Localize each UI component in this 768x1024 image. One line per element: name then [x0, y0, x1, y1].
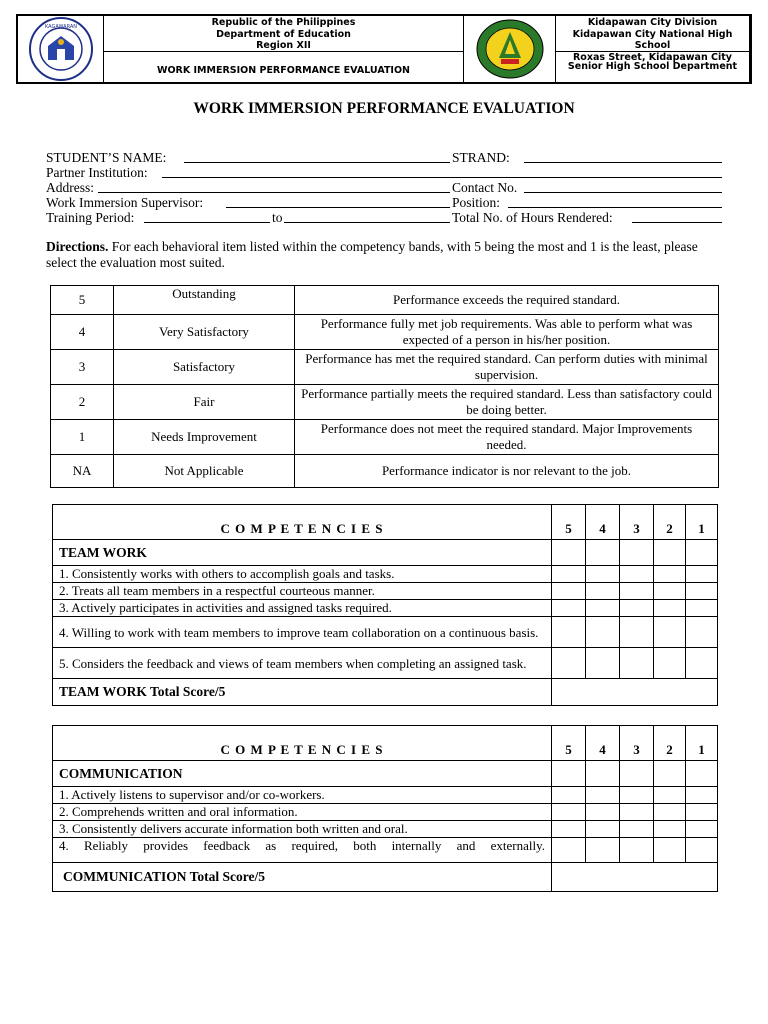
- score-col-2: 2: [654, 726, 686, 761]
- deped-seal-logo: [18, 16, 104, 82]
- score-cell[interactable]: [620, 600, 654, 617]
- scale-description: Performance partially meets the required standard. Less than satisfactory could be doing better.: [295, 385, 719, 420]
- score-col-4: 4: [586, 726, 620, 761]
- scale-rating: Outstanding: [114, 286, 295, 315]
- communication-total-score[interactable]: [552, 863, 718, 892]
- header-line-1: Republic of the Philippines: [211, 17, 356, 28]
- svg-text:KAGAWARAN: KAGAWARAN: [44, 24, 77, 30]
- competency-header-row: [53, 505, 718, 540]
- scale-rating: Satisfactory: [114, 350, 295, 385]
- page-title: WORK IMMERSION PERFORMANCE EVALUATION: [193, 100, 575, 117]
- header-line-3: Region XII: [256, 40, 311, 51]
- competency-header-row: [53, 726, 718, 761]
- score-cell[interactable]: [552, 761, 586, 787]
- scale-row: [51, 350, 719, 385]
- score-cell[interactable]: [586, 583, 620, 600]
- scale-score: NA: [51, 455, 114, 488]
- score-col-3: 3: [620, 726, 654, 761]
- score-cell[interactable]: [654, 617, 686, 648]
- score-cell[interactable]: [686, 804, 718, 821]
- competency-title-row: [53, 540, 718, 566]
- competency-item-row: [53, 617, 718, 648]
- communication-item: 2. Comprehends written and oral information.: [53, 804, 552, 821]
- competencies-header: C O M P E T E N C I E S: [53, 726, 552, 761]
- rating-scale-table: [50, 285, 719, 488]
- student-name-label: STUDENT’S NAME:: [46, 150, 167, 165]
- hours-label: Total No. of Hours Rendered:: [452, 210, 613, 225]
- teamwork-item: 3. Actively participates in activities and assigned tasks required.: [53, 600, 552, 617]
- competency-title-row: [53, 761, 718, 787]
- score-col-3: 3: [620, 505, 654, 540]
- score-cell[interactable]: [654, 566, 686, 583]
- communication-item: 4. Reliably provides feedback as required, both internally and externally.: [53, 838, 552, 863]
- directions: [46, 239, 726, 271]
- score-cell[interactable]: [654, 787, 686, 804]
- score-col-1: 1: [686, 505, 718, 540]
- score-cell[interactable]: [552, 540, 586, 566]
- score-cell[interactable]: [654, 821, 686, 838]
- score-cell[interactable]: [686, 600, 718, 617]
- competency-item-row: [53, 648, 718, 679]
- score-cell[interactable]: [654, 838, 686, 863]
- scale-row: [51, 420, 719, 455]
- student-name-field[interactable]: [184, 150, 450, 163]
- score-cell[interactable]: [552, 583, 586, 600]
- scale-row: [51, 315, 719, 350]
- score-cell[interactable]: [552, 787, 586, 804]
- school-seal-icon: [475, 18, 545, 80]
- header-right-line-1: Kidapawan City Division: [587, 17, 718, 28]
- training-start-field[interactable]: [144, 210, 270, 223]
- scale-row: [51, 455, 719, 488]
- competency-item-row: [53, 583, 718, 600]
- hours-field[interactable]: [632, 210, 722, 223]
- strand-field[interactable]: [524, 150, 722, 163]
- score-cell[interactable]: [686, 566, 718, 583]
- score-cell[interactable]: [654, 648, 686, 679]
- scale-row: [51, 385, 719, 420]
- communication-table: [52, 725, 718, 892]
- score-cell[interactable]: [552, 566, 586, 583]
- score-cell[interactable]: [620, 648, 654, 679]
- score-cell[interactable]: [686, 648, 718, 679]
- scale-score: 3: [51, 350, 114, 385]
- teamwork-total-label: TEAM WORK Total Score/5: [53, 679, 552, 706]
- score-cell[interactable]: [620, 617, 654, 648]
- score-cell[interactable]: [620, 583, 654, 600]
- position-field[interactable]: [508, 195, 722, 208]
- teamwork-item: 4. Willing to work with team members to improve team collaboration on a continuous basis.: [53, 617, 552, 648]
- score-cell[interactable]: [552, 804, 586, 821]
- communication-item: 1. Actively listens to supervisor and/or co-workers.: [53, 787, 552, 804]
- communication-title: COMMUNICATION: [53, 761, 552, 787]
- teamwork-item: 5. Considers the feedback and views of team members when completing an assigned task.: [53, 648, 552, 679]
- score-cell[interactable]: [586, 804, 620, 821]
- scale-rating: Not Applicable: [114, 455, 295, 488]
- contact-label: Contact No.: [452, 180, 518, 195]
- directions-label: Directions.: [46, 239, 109, 254]
- partner-label: Partner Institution:: [46, 165, 148, 180]
- score-cell[interactable]: [620, 821, 654, 838]
- score-cell[interactable]: [586, 787, 620, 804]
- score-cell[interactable]: [586, 838, 620, 863]
- document-header: [16, 14, 752, 84]
- contact-field[interactable]: [524, 180, 722, 193]
- score-col-1: 1: [686, 726, 718, 761]
- score-cell[interactable]: [552, 617, 586, 648]
- address-field[interactable]: [98, 180, 450, 193]
- training-label: Training Period:: [46, 210, 135, 225]
- scale-score: 4: [51, 315, 114, 350]
- header-department: Senior High School Department: [567, 61, 738, 72]
- scale-description: Performance does not meet the required standard. Major Improvements needed.: [295, 420, 719, 455]
- score-cell[interactable]: [686, 787, 718, 804]
- score-col-4: 4: [586, 505, 620, 540]
- header-form-title: WORK IMMERSION PERFORMANCE EVALUATION: [156, 65, 410, 76]
- scale-score: 2: [51, 385, 114, 420]
- scale-description: Performance has met the required standard. Can perform duties with minimal supervision.: [295, 350, 719, 385]
- competency-item-row: [53, 566, 718, 583]
- teamwork-item: 2. Treats all team members in a respectful courteous manner.: [53, 583, 552, 600]
- score-cell[interactable]: [620, 761, 654, 787]
- scale-rating: Very Satisfactory: [114, 315, 295, 350]
- score-cell[interactable]: [654, 540, 686, 566]
- score-cell[interactable]: [686, 838, 718, 863]
- score-cell[interactable]: [586, 540, 620, 566]
- partner-field[interactable]: [162, 165, 722, 178]
- training-to-label: to: [272, 210, 283, 225]
- communication-total-label: COMMUNICATION Total Score/5: [53, 863, 552, 892]
- score-cell[interactable]: [586, 648, 620, 679]
- competency-item-row: [53, 838, 718, 863]
- score-cell[interactable]: [586, 821, 620, 838]
- score-cell[interactable]: [552, 648, 586, 679]
- school-logo: [464, 16, 556, 82]
- score-col-5: 5: [552, 726, 586, 761]
- score-cell[interactable]: [654, 761, 686, 787]
- header-right-line-2: Kidapawan City National High School: [572, 28, 733, 51]
- competency-item-row: [53, 600, 718, 617]
- scale-rating: Needs Improvement: [114, 420, 295, 455]
- scale-score: 1: [51, 420, 114, 455]
- score-cell[interactable]: [586, 566, 620, 583]
- scale-description: Performance fully met job requirements. Was able to perform what was expected of a person in his/her position.: [295, 315, 719, 350]
- competency-item-row: [53, 787, 718, 804]
- score-cell[interactable]: [586, 617, 620, 648]
- score-cell[interactable]: [654, 583, 686, 600]
- score-cell[interactable]: [686, 617, 718, 648]
- score-cell[interactable]: [654, 600, 686, 617]
- score-cell[interactable]: [620, 540, 654, 566]
- scale-description: Performance indicator is nor relevant to the job.: [295, 455, 719, 488]
- supervisor-label: Work Immersion Supervisor:: [46, 195, 204, 210]
- competency-item-row: [53, 804, 718, 821]
- score-cell[interactable]: [686, 821, 718, 838]
- total-score-row: [53, 863, 718, 892]
- position-label: Position:: [452, 195, 501, 210]
- score-cell[interactable]: [552, 838, 586, 863]
- score-cell[interactable]: [552, 600, 586, 617]
- teamwork-total-score[interactable]: [552, 679, 718, 706]
- score-cell[interactable]: [620, 787, 654, 804]
- total-score-row: [53, 679, 718, 706]
- score-cell[interactable]: [620, 838, 654, 863]
- score-col-5: 5: [552, 505, 586, 540]
- score-cell[interactable]: [586, 600, 620, 617]
- score-cell[interactable]: [620, 804, 654, 821]
- score-cell[interactable]: [686, 761, 718, 787]
- score-cell[interactable]: [620, 566, 654, 583]
- header-right-line-3: Roxas Street, Kidapawan City: [572, 51, 732, 63]
- deped-seal-icon: [28, 16, 94, 82]
- scale-rating: Fair: [114, 385, 295, 420]
- header-line-2: Department of Education: [216, 28, 351, 40]
- score-cell[interactable]: [686, 540, 718, 566]
- training-end-field[interactable]: [284, 210, 450, 223]
- teamwork-title: TEAM WORK: [53, 540, 552, 566]
- score-cell[interactable]: [552, 821, 586, 838]
- strand-label: STRAND:: [452, 150, 510, 165]
- supervisor-field[interactable]: [226, 195, 450, 208]
- score-col-2: 2: [654, 505, 686, 540]
- scale-description: Performance exceeds the required standard.: [295, 286, 719, 315]
- competency-item-row: [53, 821, 718, 838]
- score-cell[interactable]: [686, 583, 718, 600]
- scale-score: 5: [51, 286, 114, 315]
- competencies-header: C O M P E T E N C I E S: [53, 505, 552, 540]
- scale-row: [51, 286, 719, 315]
- score-cell[interactable]: [586, 761, 620, 787]
- teamwork-item: 1. Consistently works with others to accomplish goals and tasks.: [53, 566, 552, 583]
- directions-text: For each behavioral item listed within the competency bands, with 5 being the most and 1 is the least, please select the evaluation most suited.: [46, 239, 698, 270]
- teamwork-table: [52, 504, 718, 706]
- communication-item: 3. Consistently delivers accurate information both written and oral.: [53, 821, 552, 838]
- address-label: Address:: [46, 180, 94, 195]
- score-cell[interactable]: [654, 804, 686, 821]
- student-info-block: [46, 150, 726, 225]
